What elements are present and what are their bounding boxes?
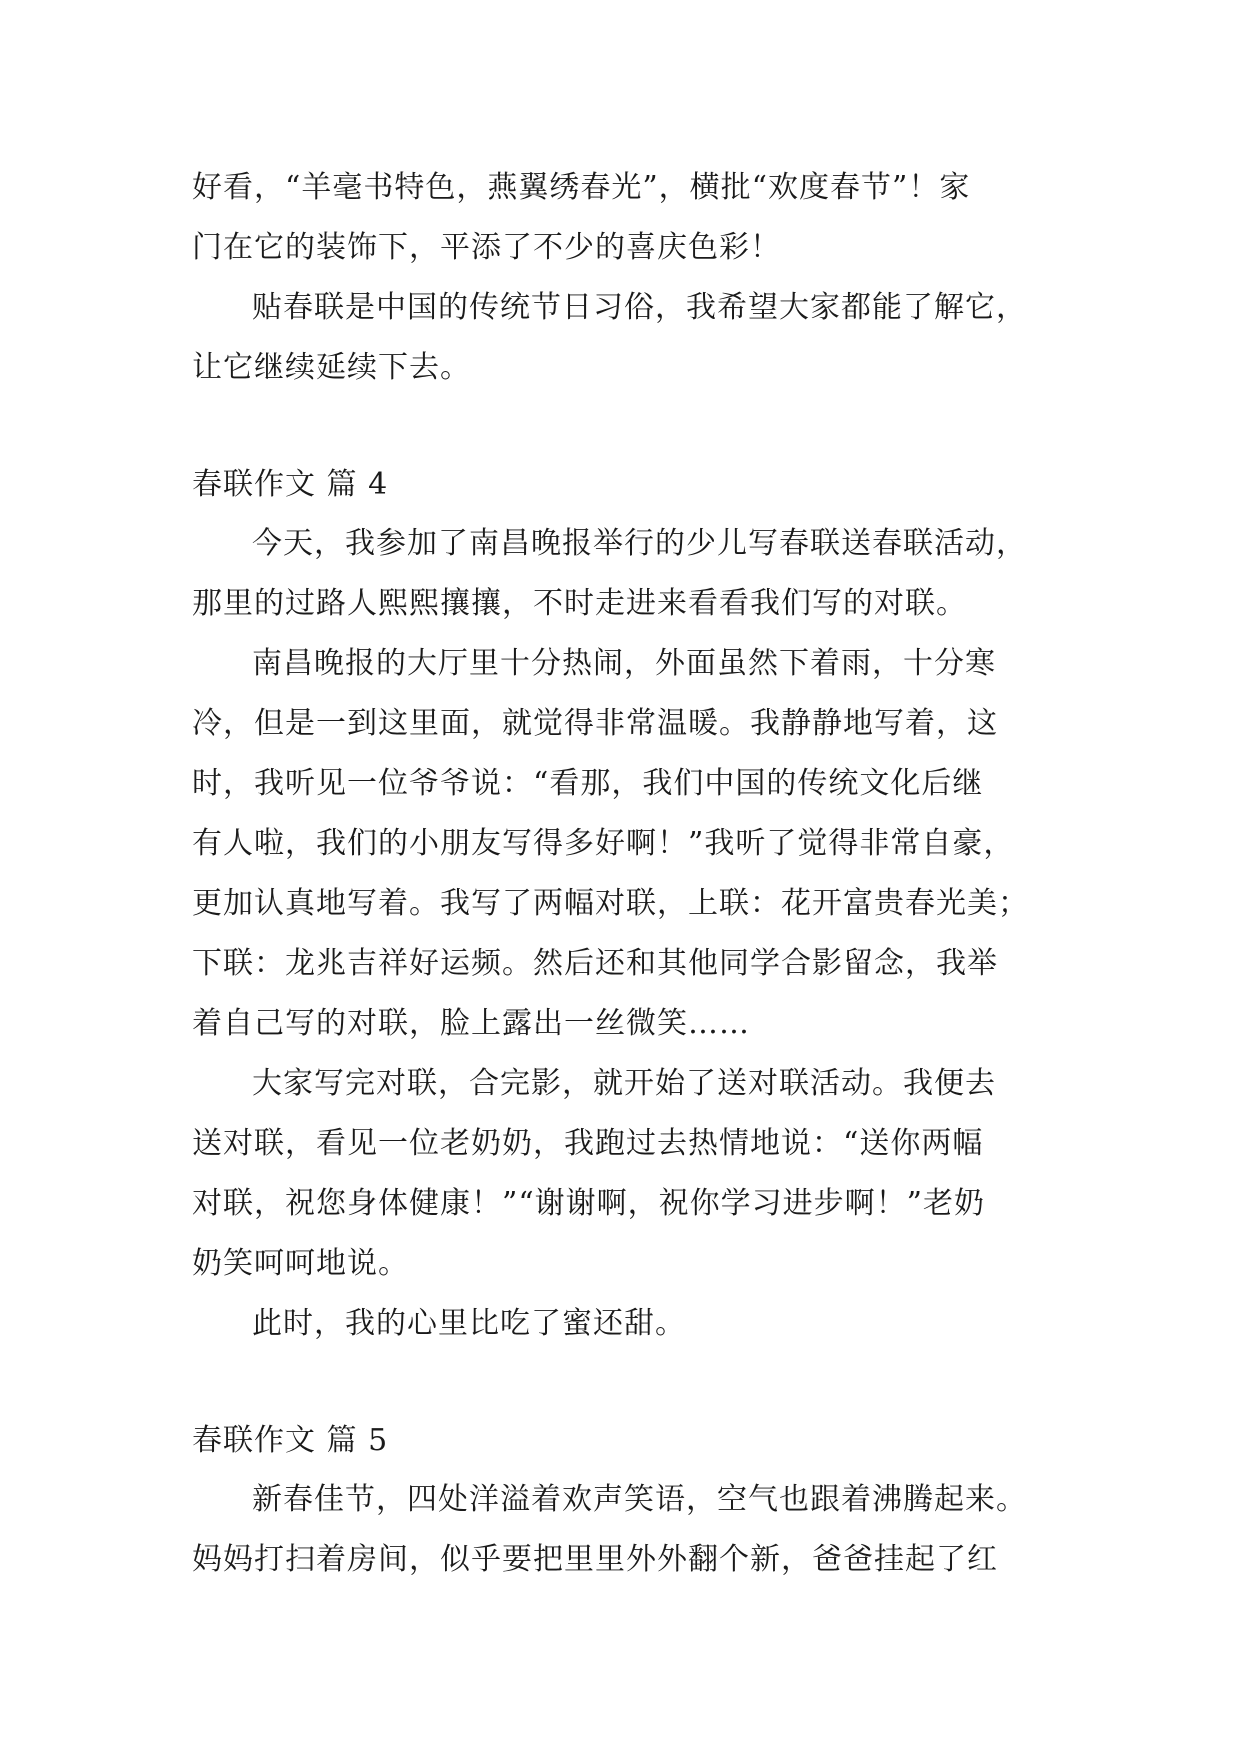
paragraph-line: 着自己写的对联，脸上露出一丝微笑…… [192, 1006, 750, 1041]
paragraph-line: 南昌晚报的大厅里十分热闹，外面虽然下着雨，十分寒 [252, 646, 996, 681]
paragraph-line: 那里的过路人熙熙攘攘，不时走进来看看我们写的对联。 [192, 586, 967, 621]
section-title: 春联作文 篇 5 [192, 1423, 389, 1458]
paragraph-line: 让它继续延续下去。 [192, 350, 471, 385]
paragraph-line: 此时，我的心里比吃了蜜还甜。 [252, 1306, 686, 1341]
paragraph-line: 今天，我参加了南昌晚报举行的少儿写春联送春联活动， [252, 526, 1027, 561]
paragraph-line: 大家写完对联，合完影，就开始了送对联活动。我便去 [252, 1066, 996, 1101]
paragraph-line: 门在它的装饰下，平添了不少的喜庆色彩！ [192, 230, 781, 265]
section-title: 春联作文 篇 4 [192, 467, 389, 502]
paragraph-line: 新春佳节，四处洋溢着欢声笑语，空气也跟着沸腾起来。 [252, 1482, 1027, 1517]
paragraph-line: 时，我听见一位爷爷说：“看那，我们中国的传统文化后继 [192, 766, 984, 801]
paragraph-line: 更加认真地写着。我写了两幅对联，上联：花开富贵春光美； [192, 886, 1029, 921]
paragraph-line: 冷，但是一到这里面，就觉得非常温暖。我静静地写着，这 [192, 706, 998, 741]
paragraph-line: 对联，祝您身体健康！”“谢谢啊，祝你学习进步啊！”老奶 [192, 1186, 986, 1221]
paragraph-line: 有人啦，我们的小朋友写得多好啊！”我听了觉得非常自豪， [192, 826, 1015, 861]
paragraph-line: 贴春联是中国的传统节日习俗，我希望大家都能了解它， [252, 290, 1027, 325]
paragraph-line: 下联：龙兆吉祥好运频。然后还和其他同学合影留念，我举 [192, 946, 998, 981]
paragraph-line: 妈妈打扫着房间，似乎要把里里外外翻个新，爸爸挂起了红 [192, 1542, 998, 1577]
paragraph-line: 好看，“羊毫书特色，燕翼绣春光”，横批“欢度春节”！家 [192, 170, 971, 205]
paragraph-line: 奶笑呵呵地说。 [192, 1246, 409, 1281]
paragraph-line: 送对联，看见一位老奶奶，我跑过去热情地说：“送你两幅 [192, 1126, 984, 1161]
